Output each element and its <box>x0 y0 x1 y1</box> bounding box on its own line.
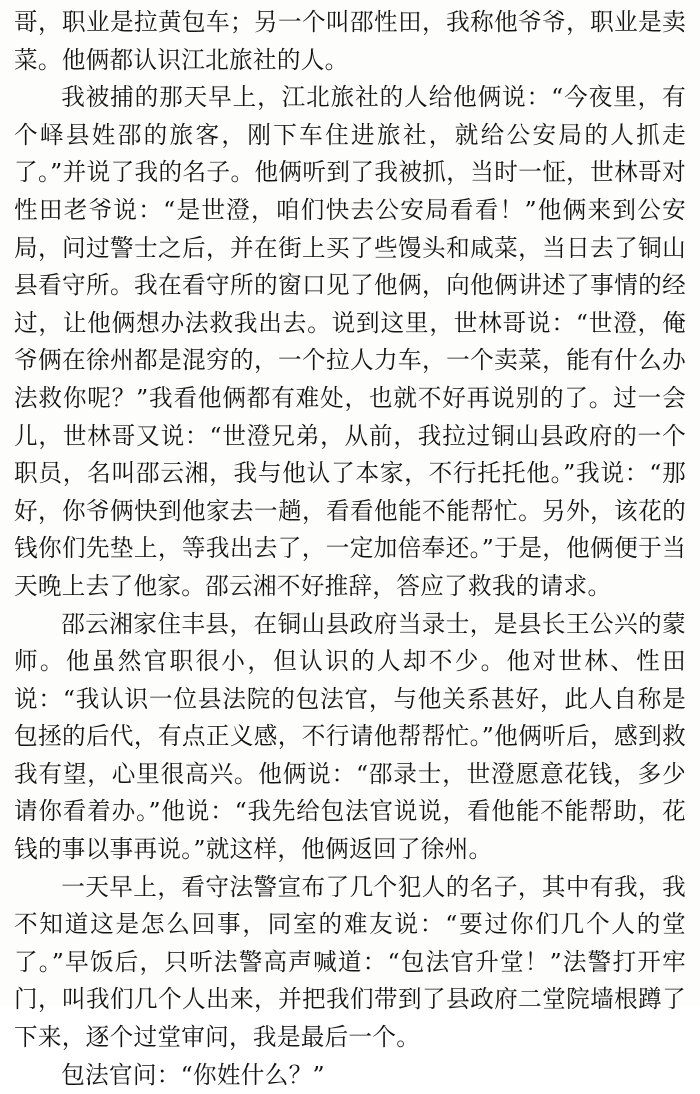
paragraph-4: 一天早上，看守法警宣布了几个犯人的名子，其中有我，我不知道这是怎么回事，同室的难友说：“要过你们几个人的堂了。”早饭后，只听法警高声喊道：“包法官升堂！”法警打开牢门，叫我们几个人出来，并把我们带到了县政府二堂院墙根蹲了下来，逐个过堂审问，我是最后一个。 <box>14 872 686 1052</box>
paragraph-2: 我被捕的那天早上，江北旅社的人给他俩说：“今夜里，有个峄县姓邵的旅客，刚下车住进旅社，就给公安局的人抓走了。”并说了我的名子。他俩听到了我被抓，当时一怔，世林哥对性田老爷说：“是世澄，咱们快去公安局看看！”他俩来到公安局，问过警士之后，并在街上买了些馒头和咸菜，当日去了铜山县看守所。我在看守所的窗口见了他俩，向他俩讲述了事情的经过，让他俩想办法救我出去。说到这里，世林哥说：“世澄，俺爷俩在徐州都是混穷的，一个拉人力车，一个卖菜，能有什么办法救你呢？”我看他俩都有难处，也就不好再说别的了。过一会儿，世林哥又说：“世澄兄弟，从前，我拉过铜山县政府的一个职员，名叫邵云湘，我与他认了本家，不行托托他。”我说：“那好，你爷俩快到他家去一趟，看看他能不能帮忙。另外，该花的钱你们先垫上，等我出去了，一定加倍奉还。”于是，他俩便于当天晚上去了他家。邵云湘不好推辞，答应了救我的请求。 <box>14 83 686 600</box>
paragraph-5: 包法官问：“你姓什么？” <box>61 1060 325 1089</box>
paragraph-3: 邵云湘家住丰县，在铜山县政府当录士，是县长王公兴的蒙师。他虽然官职很小，但认识的人却不少。他对世林、性田说：“我认识一位县法院的包法官，与他关系甚好，此人自称是包拯的后代，有点正义感，不行请他帮帮忙。”他俩听后，感到救我有望，心里很高兴。他俩说：“邵录士，世澄愿意花钱，多少请你看着办。”他说：“我先给包法官说说，看他能不能帮助，花钱的事以事再说。”就这样，他俩返回了徐州。 <box>14 609 686 864</box>
paragraph-1: 哥，职业是拉黄包车；另一个叫邵性田，我称他爷爷，职业是卖菜。他俩都认识江北旅社的人。 <box>14 8 686 74</box>
